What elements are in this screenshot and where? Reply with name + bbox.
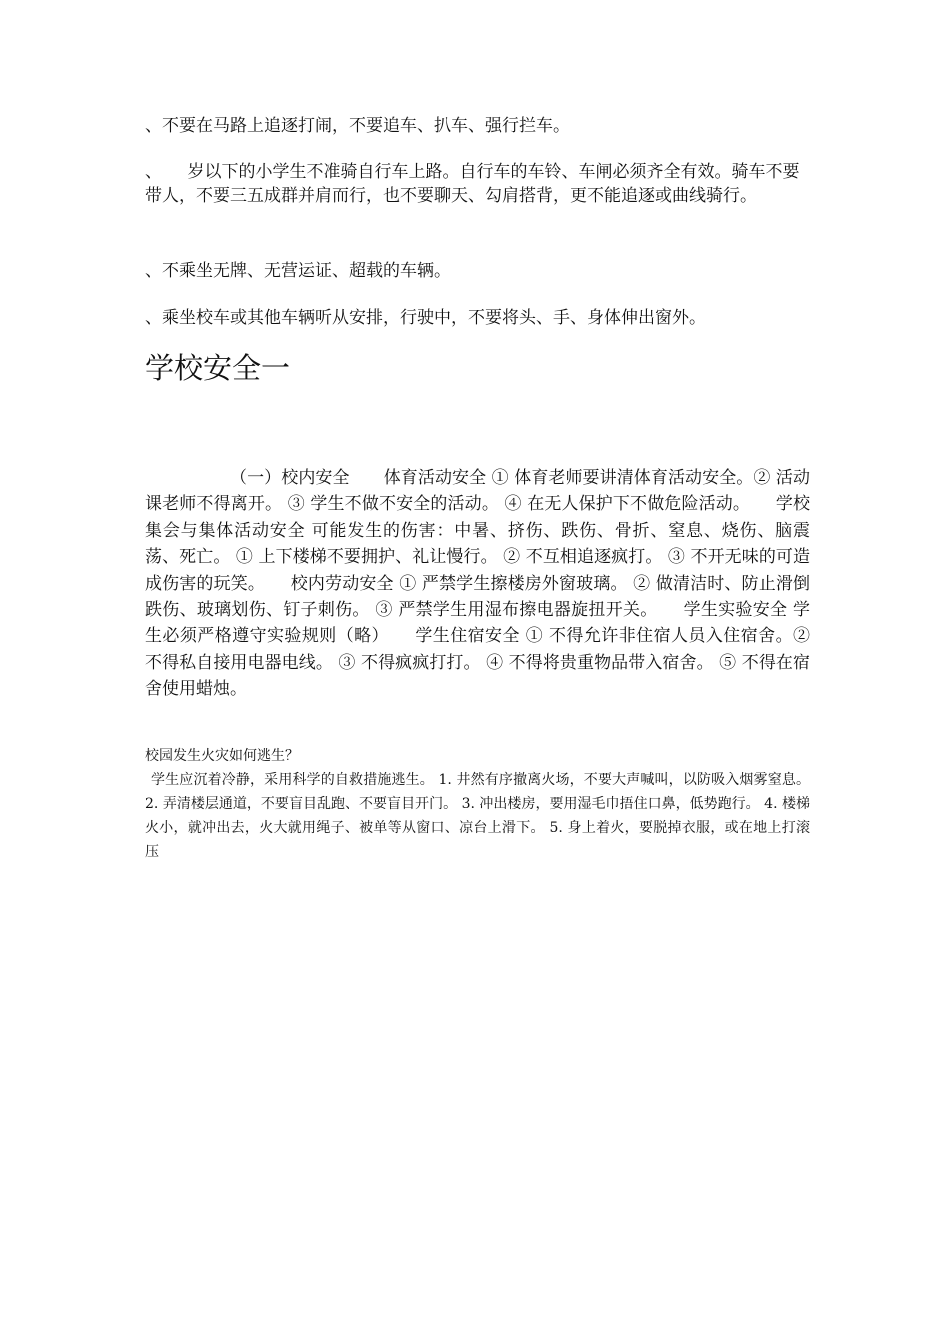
school-safety-paragraph: （一）校内安全 体育活动安全 ① 体育老师要讲清体育活动安全。② 活动课老师不得离开。 ③ 学生不做不安全的活动。 ④ 在无人保护下不做危险活动。 学校集会与集体活动安全 可能发生的伤害：中暑、挤伤、跌伤、骨折、窒息、烧伤、脑震荡、死亡。 ① 上下楼梯不要拥护、礼让慢行。 ② 不互相追逐疯打。 ③ 不开无味的可造成伤害的玩笑。 校内劳动安全 ① 严禁学生擦楼房外窗玻璃。 ② 做清洁时、防止滑倒跌伤、玻璃划伤、钉子刺伤。 ③ 严禁学生用湿布擦电器旋扭开关。 学生实验安全 学生必须严格遵守实验规则（略） 学生住宿安全 ① 不得允许非住宿人员入住宿舍。② 不得私自接用电器电线。 ③ 不得疯疯打打。 ④ 不得将贵重物品带入宿舍。 ⑤ 不得在宿舍使用蜡烛。 — [145, 468, 810, 700]
traffic-rule-item: 、乘坐校车或其他车辆听从安排，行驶中，不要将头、手、身体伸出窗外。 — [145, 308, 706, 328]
traffic-rule-item: 、不要在马路上追逐打闹，不要追车、扒车、强行拦车。 — [145, 116, 570, 136]
fire-escape-paragraph: 学生应沉着冷静，采用科学的自救措施逃生。 1. 井然有序撤离火场，不要大声喊叫，以防吸入烟雾窒息。 2. 弄清楼层通道，不要盲目乱跑、不要盲目开门。 3. 冲出楼房，要用湿毛巾捂住口鼻，低势跑行。 4. 楼梯火小，就冲出去，火大就用绳子、被单等从窗口、凉台上滑下。 5. 身上着火，要脱掉衣服，或在地上打滚压 — [145, 772, 810, 860]
section-heading: 学校安全一 — [145, 351, 291, 385]
fire-escape-title: 校园发生火灾如何逃生？ — [145, 748, 299, 764]
fire-escape-section — [145, 744, 810, 864]
traffic-rule-item: 、不乘坐无牌、无营运证、超载的车辆。 — [145, 261, 451, 281]
traffic-rule-item: 、 岁以下的小学生不准骑自行车上路。自行车的车铃、车闸必须齐全有效。骑车不要带人，不要三五成群并肩而行，也不要聊天、勾肩搭背，更不能追逐或曲线骑行。 — [145, 162, 800, 206]
